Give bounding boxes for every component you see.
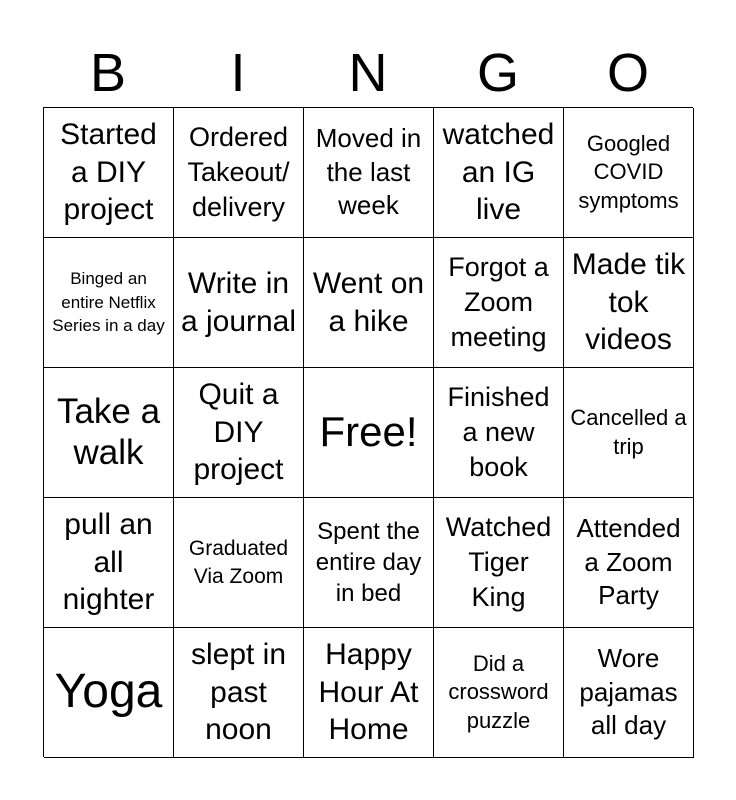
cell-text: Googled COVID symptoms bbox=[578, 130, 679, 213]
bingo-cell[interactable] bbox=[304, 368, 434, 498]
bingo-cell[interactable] bbox=[564, 368, 694, 498]
header-letter-g: G bbox=[476, 43, 519, 103]
bingo-board bbox=[43, 107, 693, 757]
cell-text: Binged an entire Netflix Series in a day bbox=[52, 268, 165, 336]
cell-text: Wore pajamas all day bbox=[579, 642, 678, 741]
bingo-cell[interactable] bbox=[434, 368, 564, 498]
cell-text: Attended a Zoom Party bbox=[576, 512, 681, 611]
bingo-cell[interactable] bbox=[434, 498, 564, 628]
header-letter-b: B bbox=[89, 43, 127, 103]
bingo-cell[interactable] bbox=[564, 108, 694, 238]
cell-text: Started a DIY project bbox=[60, 118, 157, 227]
header-letter-n: N bbox=[348, 43, 388, 103]
cell-text: Ordered Takeout/ delivery bbox=[187, 121, 290, 223]
bingo-cell[interactable] bbox=[304, 498, 434, 628]
cell-text: Happy Hour At Home bbox=[318, 638, 419, 747]
bingo-cell[interactable] bbox=[44, 238, 174, 368]
cell-text: slept in past noon bbox=[190, 638, 287, 747]
bingo-cell[interactable] bbox=[434, 238, 564, 368]
header-letter-o: O bbox=[606, 43, 649, 103]
bingo-cell[interactable] bbox=[174, 498, 304, 628]
bingo-cell[interactable] bbox=[564, 498, 694, 628]
cell-text: Made tik tok videos bbox=[571, 248, 686, 357]
bingo-cell[interactable] bbox=[44, 108, 174, 238]
cell-text: Free! bbox=[319, 408, 418, 456]
cell-text: Finished a new book bbox=[447, 381, 550, 483]
bingo-cell[interactable] bbox=[174, 238, 304, 368]
cell-text: Write in a journal bbox=[180, 267, 297, 338]
bingo-cell[interactable] bbox=[174, 368, 304, 498]
header-letter-i: I bbox=[230, 43, 246, 103]
bingo-cell[interactable] bbox=[564, 238, 694, 368]
bingo-cell[interactable] bbox=[44, 498, 174, 628]
bingo-cell[interactable] bbox=[304, 108, 434, 238]
bingo-cell[interactable] bbox=[434, 108, 564, 238]
bingo-cell[interactable] bbox=[44, 628, 174, 758]
cell-text: Graduated Via Zoom bbox=[188, 537, 289, 588]
cell-text: Watched Tiger King bbox=[445, 511, 552, 613]
bingo-header bbox=[43, 40, 693, 106]
cell-text: Take a walk bbox=[56, 392, 161, 472]
bingo-cell[interactable] bbox=[174, 108, 304, 238]
cell-text: Moved in the last week bbox=[315, 122, 422, 221]
cell-text: Did a crossword puzzle bbox=[448, 650, 549, 733]
cell-text: Cancelled a trip bbox=[570, 404, 687, 459]
cell-text: Yoga bbox=[54, 665, 163, 719]
bingo-cell[interactable] bbox=[434, 628, 564, 758]
bingo-cell[interactable] bbox=[564, 628, 694, 758]
cell-text: Quit a DIY project bbox=[193, 378, 284, 487]
bingo-cell[interactable] bbox=[304, 238, 434, 368]
bingo-cell[interactable] bbox=[304, 628, 434, 758]
cell-text: Forgot a Zoom meeting bbox=[448, 251, 549, 353]
cell-text: Went on a hike bbox=[312, 267, 425, 338]
bingo-cell[interactable] bbox=[44, 368, 174, 498]
cell-text: pull an all nighter bbox=[62, 508, 155, 617]
cell-text: Spent the entire day in bed bbox=[315, 517, 422, 608]
cell-text: watched an IG live bbox=[442, 118, 555, 227]
bingo-cell[interactable] bbox=[174, 628, 304, 758]
